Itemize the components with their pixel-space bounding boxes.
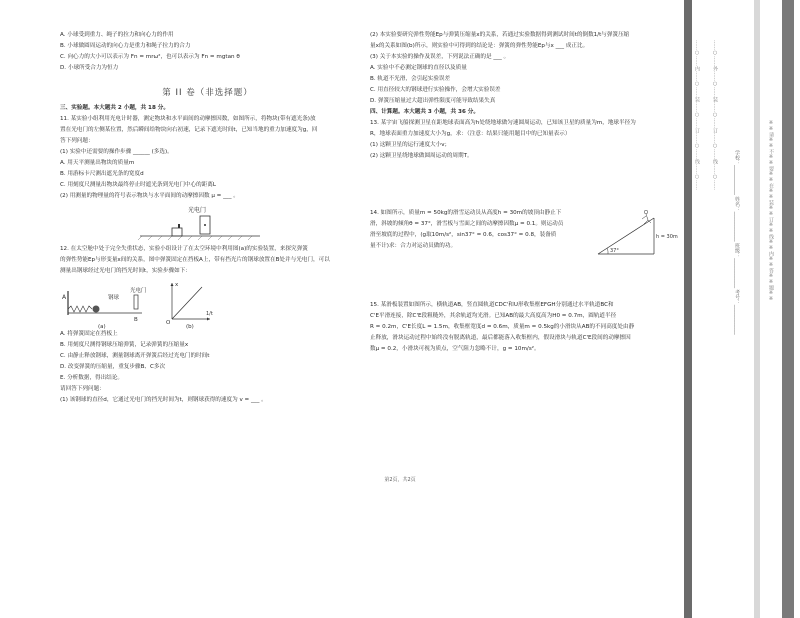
q12-step: C. 由静止释放钢球，测量钢球离开弹簧后经过光电门的时间t: [60, 353, 210, 359]
q15-line: 数μ = 0.2，小滑块可视为质点，空气阻力忽略不计，g = 10m/s²。: [370, 346, 540, 352]
q15-line: 止释放，滑块运动过程中始终没有脱离轨道，最后都能落入收集框内，假设滑块与轨道C'E段间的动摩擦因: [370, 335, 631, 341]
q14-line: 滑至坡底的过程中，(g取10m/s²，sin37° = 0.6，cos37° = 0.8，装备质: [370, 232, 557, 238]
q12-line: 的弹性势能Ep与形变量x间的关系，图中弹簧固定在挡板A上，带有挡光片的钢球放置在B处并与光电门，可以: [60, 257, 330, 263]
left-column: [60, 30, 355, 406]
strip-bar-right: [782, 0, 794, 618]
graph-line: [172, 287, 202, 319]
photogate-label: 光电门: [188, 207, 207, 214]
q12c-line: B. 轨道不光滑，会引起实验误差: [370, 76, 451, 82]
choice-a: A. 小球受到重力、绳子的拉力和向心力的作用: [60, 32, 174, 38]
q12-step: E. 分析数据，得出结论。: [60, 375, 124, 381]
q11-line: 置在光电门的左侧某位置，然后瞬间给物块向右初速，记录下遮光时间t，已知当地的重力加速度为g，回: [60, 127, 318, 133]
q11-line: B. 用游标卡尺测出遮光条的宽度d: [60, 171, 144, 177]
light-shield-strip: [178, 224, 180, 228]
q11-line: 11. 某实验小组利用光电计时器，测定物块和水平面间的动摩擦因数，如图所示，将物块(带有遮光条)放: [60, 116, 316, 122]
axis-origin: O: [166, 320, 171, 326]
q12-step: 请回答下列问题：: [60, 386, 105, 392]
binding-warning: ※※请※※不※※要※※在※※装※※订※※线※※内※※答※※题※※: [768, 120, 774, 302]
q12c-line: C. 用直径较大的钢球进行实验操作，会增大实验误差: [370, 87, 501, 93]
q13-line: R，地球表面重力加速度大小为g，求：（注意：结果只能用题目中的已知量表示）: [370, 131, 571, 137]
question-11: [60, 114, 355, 202]
q13-line: (1) 这颗卫星的运行速度大小v；: [370, 142, 451, 148]
page-footer: 第2页，共2页: [384, 477, 416, 483]
x-arrow: [207, 318, 210, 321]
block-object: [172, 228, 182, 236]
q12-line: 测量出钢球经过光电门的挡光时间t，实验步骤如下：: [60, 268, 191, 274]
q13-line: (2) 这颗卫星绕地球做圆周运动的周期T。: [370, 153, 473, 159]
choice-c: C. 向心力的大小可以表示为 Fn = mrω²，也可以表示为 Fn = mgtan θ: [60, 54, 240, 60]
spring: [68, 306, 92, 312]
photogate-track-diagram: [60, 202, 355, 244]
inner-dotted-line: ……○……内……○……装……○……订……○……线……○……: [694, 40, 700, 190]
question-12: [60, 244, 355, 277]
spring-ball-diagram: [60, 277, 355, 329]
q12-step: D. 改变弹簧的压缩量，重复步骤B、C多次: [60, 364, 166, 370]
q12c-line: (3) 关于本实验的操作及误差，下列说法正确的是 ___ 。: [370, 54, 510, 60]
q11-line: A. 用天平测量出物块的质量m: [60, 160, 135, 166]
q15-line: C'E平滑连接，除C'E段粗糙外，其余轨道均光滑。已知AB的最大高度高为H0 = 0.7m，圆轨道半径: [370, 313, 617, 319]
q12-line: 12. 在太空舱中处于完全失重状态，实验小组设计了在太空环境中利用图(a)的实验装置，来探究弹簧: [60, 246, 308, 252]
student-info-line: 学校：____________ 姓名：____________ 班级：____________ 考号：____________: [734, 150, 740, 335]
q12-step: A. 将弹簧固定在挡板上: [60, 331, 118, 337]
label-b: B: [134, 317, 138, 323]
ski-slope-diagram: [592, 208, 678, 260]
q12c-line: D. 弹簧压缩量过大超出弹性限度可能导致结果失真: [370, 98, 496, 104]
answer-space-13: [370, 162, 670, 208]
answer-space-14: [370, 260, 670, 300]
label-gate: 光电门: [130, 288, 147, 294]
label-steel-ball: 钢球: [108, 295, 120, 301]
q14-line: 滑，斜坡的倾角θ = 37°，滑雪板与雪面之间的动摩擦因数μ = 0.1。则运动员: [370, 221, 564, 227]
axis-x-label: x: [175, 282, 179, 288]
question-12-steps: [60, 329, 355, 406]
q12-step: B. 用刻度尺测得钢球压缩弹簧，记录弹簧的压缩量x: [60, 342, 189, 348]
question-12-continued: [370, 30, 670, 107]
choice-options: [60, 30, 355, 74]
q14-line: 14. 如图所示，质量m = 50kg的滑雪运动员从高度h = 30m的坡顶由静止下: [370, 210, 562, 216]
height-label: h = 30m: [656, 234, 678, 240]
question-14: [370, 208, 590, 252]
q13-line: 13. 某宇宙飞船探测卫星在距地球表面高为h处绕地球做匀速圆周运动，已知该卫星的质量为m，地球半径为: [370, 120, 636, 126]
question-13: [370, 118, 670, 162]
photogate-sensor: [204, 224, 206, 226]
outer-dotted-line: ……○……外……○……装……○……订……○……线……○……: [712, 40, 718, 190]
q15-line: R = 0.2m，C'E长度L = 1.5m，收集框宽度d = 0.6m，质量m = 0.5kg的小滑块从AB的不同高度处由静: [370, 324, 635, 330]
q14-line: 量不计)求：合力对运动员做的功。: [370, 243, 457, 249]
section4-intro: 四、计算题。本大题共 3 小题，共 36 分。: [370, 109, 479, 115]
q11-line: (1) 实验中还需要的操作步骤 ______ (多选)。: [60, 149, 173, 155]
skier-figure: [642, 210, 651, 224]
q11-line: 答下列问题：: [60, 138, 94, 144]
q11-line: (2) 用测量的物理量的符号表示物块与水平面间的动摩擦因数 μ = ___ 。: [60, 193, 239, 199]
ground-hatch: [138, 236, 252, 240]
right-column: [370, 30, 678, 355]
strip-bar-left: [684, 0, 692, 618]
question-15: [370, 300, 670, 355]
strip-bar-mid: [754, 0, 760, 618]
axis-t-label: 1/t: [206, 311, 213, 317]
figure-spring-ball: [60, 277, 355, 329]
section-intro: 三、实验题。本大题共 2 小题，共 18 分。: [60, 105, 169, 111]
q12-step: (1) 该钢球的直径d，它通过光电门的挡光时间为t，则钢球获得的速度为 v = ___ 。: [60, 397, 267, 403]
q15-line: 15. 某滑板装置如图所示，横轨道AB，竖直圆轨道CDC'和U形收集框EFGH分别通过水平轨道BC和: [370, 302, 614, 308]
choice-b: B. 小球做圆周运动的向心力是重力和绳子拉力的合力: [60, 43, 191, 49]
angle-label: 37°: [610, 248, 619, 254]
q12c-line: A. 实验中不必测定钢球的直径以及质量: [370, 65, 467, 71]
label-a: A: [62, 294, 67, 301]
q12c-line: (2) 本实验要研究弹性势能Ep与弹簧压缩量x的关系，若通过实验数据得到测试时间t的倒数1/t与弹簧压缩: [370, 32, 630, 38]
choice-d: D. 小球所受合力为恒力: [60, 65, 119, 71]
q12c-line: 量x的关系如图(b)所示，则实验中可得到的结论是：弹簧的弹性势能Ep与x ___ 成正比。: [370, 43, 589, 49]
q11-line: C. 用刻度尺测量出物块最终停止时遮光条到光电门中心的距离L: [60, 182, 217, 188]
binding-strip: [684, 0, 794, 618]
steel-ball: [93, 306, 100, 313]
caption-b: (b): [186, 324, 194, 330]
slope-surface: [598, 218, 654, 254]
gate-body: [134, 295, 138, 309]
y-arrow: [171, 283, 174, 286]
caption-a: (a): [98, 324, 106, 330]
figure-photogate-track: [60, 202, 355, 244]
question-14-block: [370, 208, 678, 260]
section-title: 第 II 卷（非选择题）: [162, 88, 253, 98]
angle-arc: [607, 248, 608, 254]
